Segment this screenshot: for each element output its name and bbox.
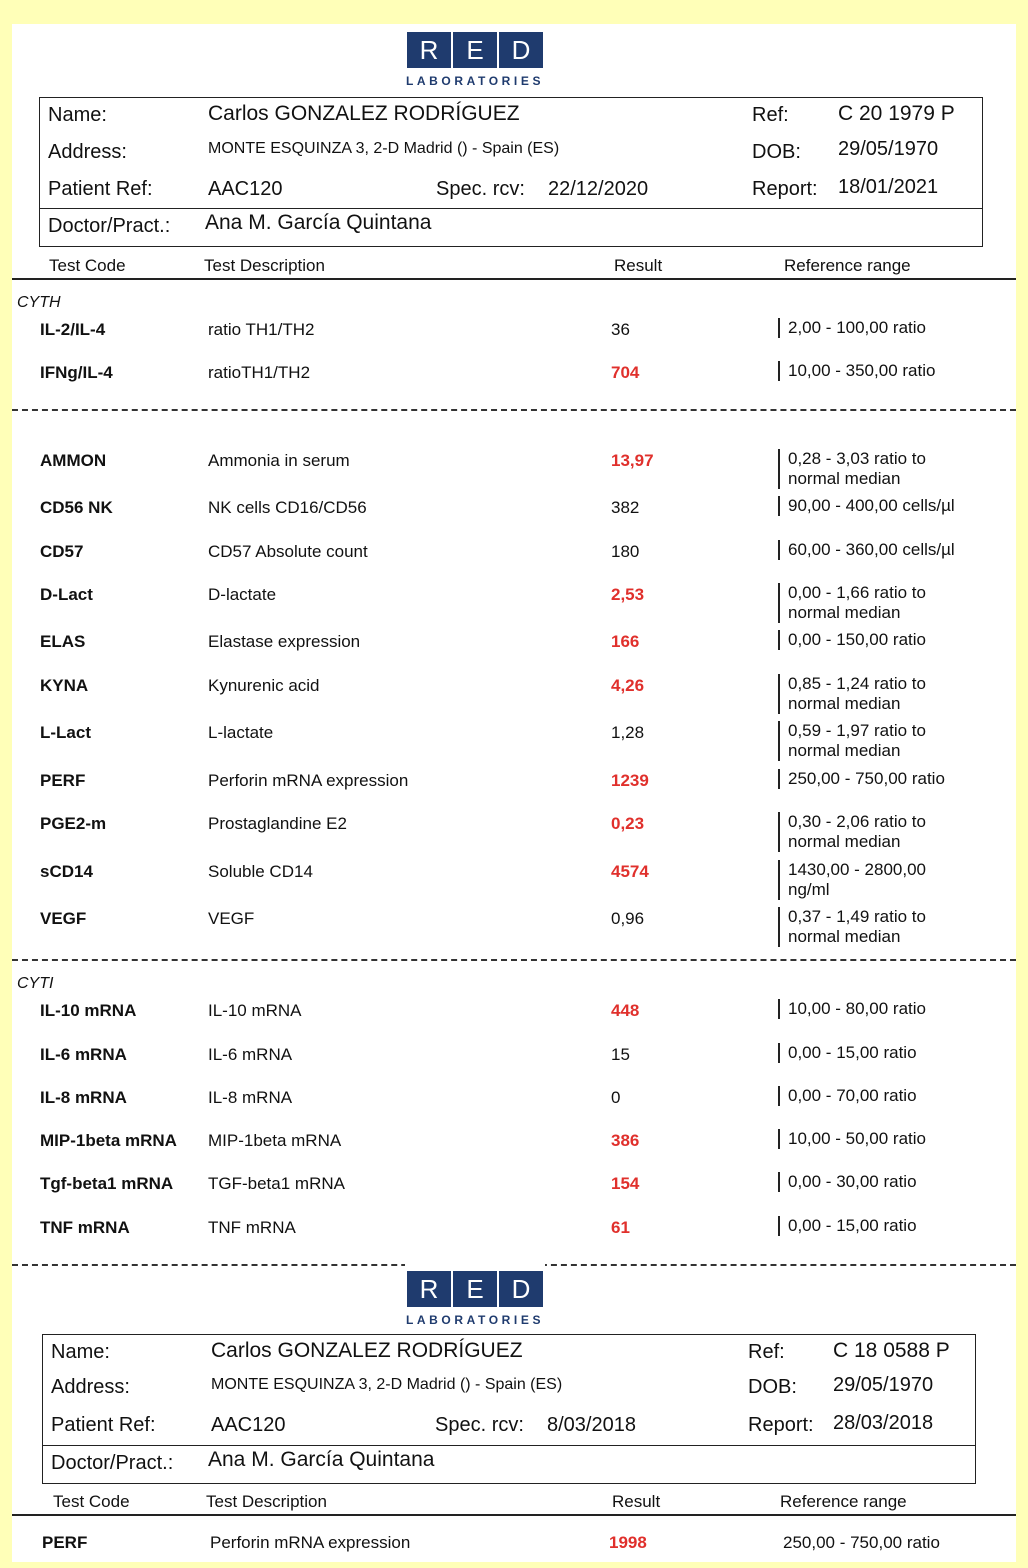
- logo-letter: R: [407, 32, 451, 68]
- dob-label: DOB:: [748, 1376, 797, 1398]
- test-result: 704: [611, 363, 640, 382]
- test-desc: Perforin mRNA expression: [208, 771, 409, 790]
- logo-letter: D: [499, 1271, 543, 1307]
- name-label: Name:: [48, 104, 107, 126]
- test-result: 0,96: [611, 909, 645, 928]
- spec-label: Spec. rcv:: [435, 1414, 524, 1436]
- reference-range: 2,00 - 100,00 ratio: [778, 318, 926, 338]
- logo-letter: D: [499, 32, 543, 68]
- test-code: IL-2/IL-4: [40, 320, 106, 339]
- test-result: 0: [611, 1088, 621, 1107]
- test-desc: TGF-beta1 mRNA: [208, 1174, 345, 1193]
- test-desc: Perforin mRNA expression: [210, 1533, 411, 1552]
- test-desc: Prostaglandine E2: [208, 814, 347, 833]
- test-result: 1239: [611, 771, 649, 790]
- name-label: Name:: [51, 1341, 110, 1363]
- ref-label: Ref:: [752, 104, 789, 126]
- address-label: Address:: [48, 141, 127, 163]
- reference-range: 0,85 - 1,24 ratio to normal median: [778, 674, 926, 714]
- patient-name: Carlos GONZALEZ RODRÍGUEZ: [208, 102, 520, 125]
- test-desc: Elastase expression: [208, 632, 361, 651]
- test-result: 2,53: [611, 585, 645, 604]
- reference-range: 10,00 - 80,00 ratio: [778, 999, 926, 1019]
- patient-ref-value: AAC120: [208, 178, 283, 200]
- col-header-code: Test Code: [49, 256, 126, 275]
- reference-range: 0,00 - 150,00 ratio: [778, 630, 926, 650]
- test-desc: IL-8 mRNA: [208, 1088, 293, 1107]
- test-desc: IL-6 mRNA: [208, 1045, 293, 1064]
- ref-label: Ref:: [748, 1341, 785, 1363]
- col-header-desc: Test Description: [206, 1492, 327, 1511]
- section-divider: [12, 959, 1016, 961]
- address-value: MONTE ESQUINZA 3, 2-D Madrid () - Spain (ES): [211, 1376, 563, 1393]
- patient-info-box: [42, 1334, 976, 1484]
- test-result: 1,28: [611, 723, 645, 742]
- patient-ref-label: Patient Ref:: [48, 178, 153, 200]
- test-result: 61: [611, 1218, 630, 1237]
- test-code: PGE2-m: [40, 814, 107, 833]
- test-code: IL-10 mRNA: [40, 1001, 137, 1020]
- test-code: IL-8 mRNA: [40, 1088, 127, 1107]
- reference-range: 0,59 - 1,97 ratio to normal median: [778, 721, 926, 761]
- test-code: sCD14: [40, 862, 93, 881]
- report-date: 18/01/2021: [838, 176, 939, 198]
- test-desc: ratioTH1/TH2: [208, 363, 311, 382]
- test-code: IFNg/IL-4: [40, 363, 113, 382]
- spec-value: 8/03/2018: [547, 1414, 636, 1436]
- test-result: 36: [611, 320, 630, 339]
- test-code: KYNA: [40, 676, 89, 695]
- reference-range: 250,00 - 750,00 ratio: [778, 769, 945, 789]
- test-desc: VEGF: [208, 909, 255, 928]
- test-desc: D-lactate: [208, 585, 277, 604]
- test-code: CD57: [40, 542, 84, 561]
- spec-value: 22/12/2020: [548, 178, 649, 200]
- patient-ref-value: AAC120: [211, 1414, 286, 1436]
- reference-range: 0,00 - 15,00 ratio: [778, 1216, 917, 1236]
- col-header-range: Reference range: [784, 256, 911, 275]
- test-desc: ratio TH1/TH2: [208, 320, 315, 339]
- col-header-range: Reference range: [780, 1492, 907, 1511]
- dob-label: DOB:: [752, 141, 801, 163]
- test-result: 0,23: [611, 814, 645, 833]
- test-desc: TNF mRNA: [208, 1218, 296, 1237]
- test-result: 386: [611, 1131, 640, 1150]
- section-divider: [12, 409, 1016, 411]
- test-code: ELAS: [40, 632, 86, 651]
- test-desc: Soluble CD14: [208, 862, 313, 881]
- test-code: MIP-1beta mRNA: [40, 1131, 177, 1150]
- logo-subtitle: LABORATORIES: [405, 1313, 545, 1327]
- logo-letter: E: [453, 32, 497, 68]
- test-result: 4574: [611, 862, 649, 881]
- test-result: 180: [611, 542, 640, 561]
- test-desc: L-lactate: [208, 723, 274, 742]
- doctor-label: Doctor/Pract.:: [48, 215, 171, 237]
- reference-range: 0,00 - 1,66 ratio to normal median: [778, 583, 926, 623]
- report-label: Report:: [752, 178, 818, 200]
- col-header-desc: Test Description: [204, 256, 325, 275]
- test-result: 154: [611, 1174, 640, 1193]
- reference-range: 0,30 - 2,06 ratio to normal median: [778, 812, 926, 852]
- logo-subtitle: LABORATORIES: [405, 74, 545, 88]
- lab-report-page: [12, 24, 1016, 1562]
- test-code: L-Lact: [40, 723, 91, 742]
- test-code: CD56 NK: [40, 498, 113, 517]
- header-rule: [12, 1514, 1016, 1516]
- reference-range: 0,28 - 3,03 ratio to normal median: [778, 449, 926, 489]
- reference-range: 10,00 - 50,00 ratio: [778, 1129, 926, 1149]
- test-result: 4,26: [611, 676, 645, 695]
- test-code: Tgf-beta1 mRNA: [40, 1174, 174, 1193]
- reference-range: 0,00 - 30,00 ratio: [778, 1172, 917, 1192]
- test-code: PERF: [40, 771, 86, 790]
- reference-range: 250,00 - 750,00 ratio: [783, 1533, 940, 1552]
- col-header-result: Result: [614, 256, 663, 275]
- patient-info-box: [39, 97, 983, 247]
- header-rule: [12, 278, 1016, 280]
- test-desc: CD57 Absolute count: [208, 542, 368, 561]
- address-label: Address:: [51, 1376, 130, 1398]
- test-code: TNF mRNA: [40, 1218, 130, 1237]
- reference-range: 0,37 - 1,49 ratio to normal median: [778, 907, 926, 947]
- patient-name: Carlos GONZALEZ RODRÍGUEZ: [211, 1339, 523, 1362]
- reference-range: 0,00 - 15,00 ratio: [778, 1043, 917, 1063]
- test-desc: Ammonia in serum: [208, 451, 350, 470]
- doctor-label: Doctor/Pract.:: [51, 1452, 174, 1474]
- address-value: MONTE ESQUINZA 3, 2-D Madrid () - Spain (ES): [208, 140, 560, 157]
- test-code: IL-6 mRNA: [40, 1045, 127, 1064]
- logo-letter: E: [453, 1271, 497, 1307]
- ref-value: C 20 1979 P: [838, 102, 955, 125]
- reference-range: 10,00 - 350,00 ratio: [778, 361, 935, 381]
- col-header-code: Test Code: [53, 1492, 130, 1511]
- group-label-cyti: CYTI: [17, 975, 54, 992]
- test-desc: Kynurenic acid: [208, 676, 320, 695]
- patient-ref-label: Patient Ref:: [51, 1414, 156, 1436]
- reference-range: 90,00 - 400,00 cells/µl: [778, 496, 955, 516]
- red-laboratories-logo: [405, 1263, 545, 1327]
- report-label: Report:: [748, 1414, 814, 1436]
- test-desc: IL-10 mRNA: [208, 1001, 302, 1020]
- col-header-result: Result: [612, 1492, 661, 1511]
- reference-range: 1430,00 - 2800,00 ng/ml: [778, 860, 926, 900]
- dob-value: 29/05/1970: [833, 1374, 934, 1396]
- test-code: VEGF: [40, 909, 87, 928]
- group-label-cyth: CYTH: [17, 294, 61, 311]
- test-result: 13,97: [611, 451, 654, 470]
- test-code: AMMON: [40, 451, 107, 470]
- report-date: 28/03/2018: [833, 1412, 934, 1434]
- red-laboratories-logo: [405, 24, 545, 88]
- test-result: 382: [611, 498, 640, 517]
- reference-range: 0,00 - 70,00 ratio: [778, 1086, 917, 1106]
- test-result: 1998: [609, 1533, 647, 1552]
- test-code: D-Lact: [40, 585, 93, 604]
- doctor-name: Ana M. García Quintana: [208, 1448, 435, 1471]
- doctor-name: Ana M. García Quintana: [205, 211, 432, 234]
- logo-letter: R: [407, 1271, 451, 1307]
- spec-label: Spec. rcv:: [436, 178, 525, 200]
- test-result: 15: [611, 1045, 630, 1064]
- reference-range: 60,00 - 360,00 cells/µl: [778, 540, 955, 560]
- test-code: PERF: [42, 1533, 88, 1552]
- dob-value: 29/05/1970: [838, 138, 939, 160]
- test-desc: NK cells CD16/CD56: [208, 498, 367, 517]
- ref-value: C 18 0588 P: [833, 1339, 950, 1362]
- test-desc: MIP-1beta mRNA: [208, 1131, 342, 1150]
- test-result: 166: [611, 632, 640, 651]
- test-result: 448: [611, 1001, 640, 1020]
